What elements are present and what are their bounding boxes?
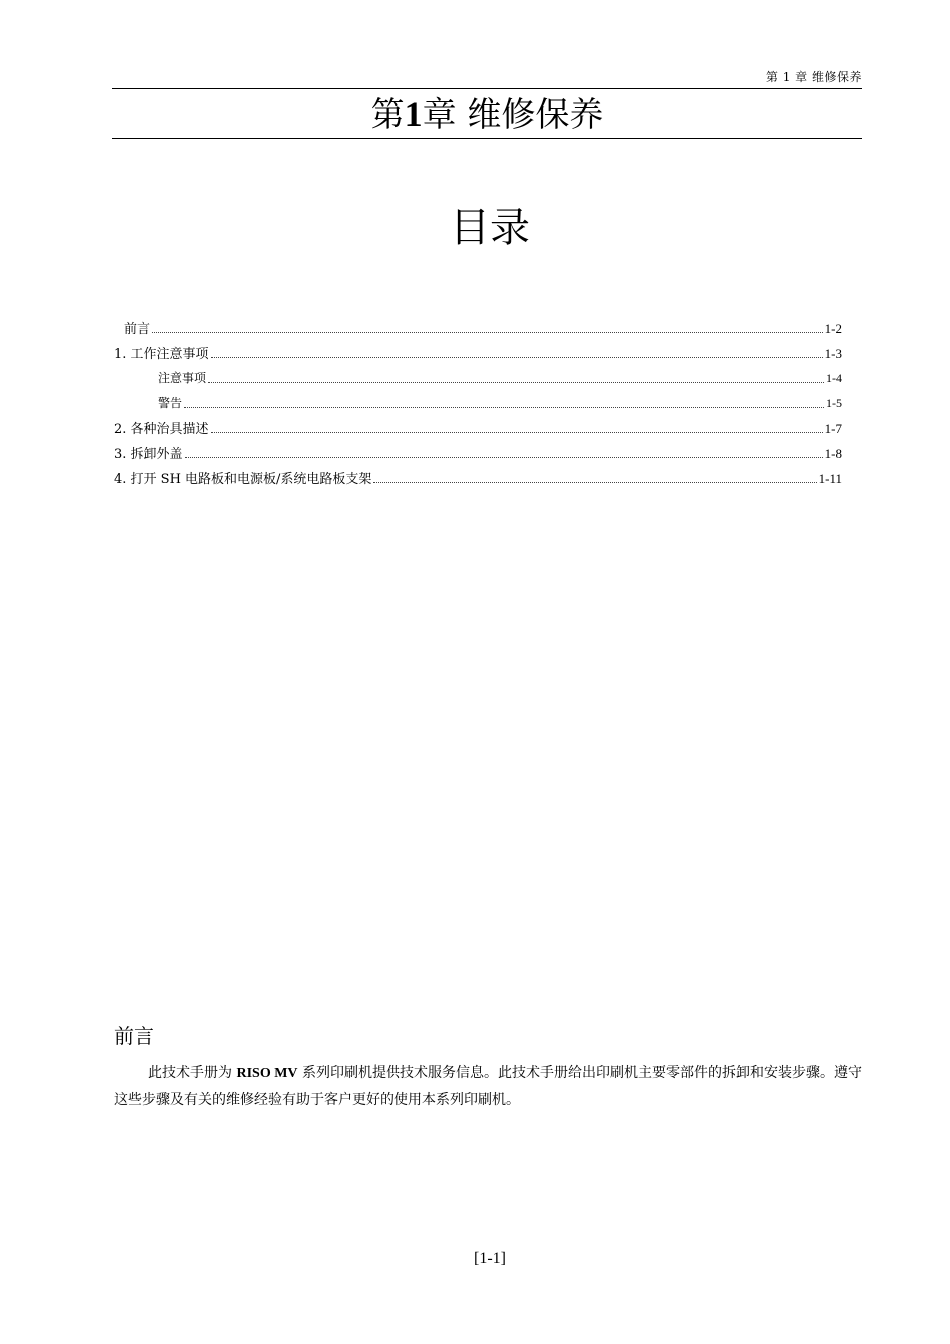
toc-dot-leader <box>211 432 823 433</box>
toc-entry-page: 1-2 <box>824 321 842 336</box>
chapter-title-prefix: 第 <box>370 95 405 135</box>
page-number: [1-1] <box>474 1250 506 1267</box>
preface-title: 前言 <box>114 1024 154 1048</box>
toc-entry-page: 1-5 <box>826 396 842 410</box>
preface-text-after: 系列印刷机提供技术服务信息。此技术手册给出印刷机主要零部件的拆卸和安装步骤。遵守这些步骤及有关的维修经验有助于客户更好的使用本系列印刷机。 <box>114 1065 863 1108</box>
table-of-contents <box>114 316 842 491</box>
toc-title: 目录 <box>450 205 530 251</box>
toc-dot-leader <box>152 332 823 333</box>
toc-dot-leader <box>184 407 824 408</box>
toc-entry-label: 前言 <box>124 322 151 337</box>
toc-entry-label: 警告 <box>158 396 183 410</box>
toc-dot-leader <box>185 457 823 458</box>
preface-text-before: 此技术手册为 <box>148 1065 237 1081</box>
toc-entry-notes[interactable] <box>114 366 842 391</box>
toc-entry-label: 注意事项 <box>158 371 207 385</box>
toc-dot-leader <box>373 482 816 483</box>
toc-entry-page: 1-11 <box>818 471 842 486</box>
toc-entry-label: 2. 各种治具描述 <box>114 422 209 437</box>
toc-entry-page: 1-3 <box>824 346 842 361</box>
toc-entry-label: 3. 拆卸外盖 <box>114 447 183 462</box>
preface-brand: RISO MV <box>236 1066 298 1081</box>
toc-entry-work-precautions[interactable] <box>114 341 842 366</box>
toc-entry-label: 1. 工作注意事项 <box>114 347 209 362</box>
preface-paragraph <box>114 1060 862 1113</box>
header-rule-bottom <box>112 138 862 139</box>
header-rule-top <box>112 88 862 89</box>
toc-entry-preface[interactable] <box>114 316 842 341</box>
running-header: 第 1 章 维修保养 <box>765 70 862 84</box>
chapter-number: 1 <box>404 94 423 134</box>
toc-entry-jigs[interactable] <box>114 416 842 441</box>
toc-entry-page: 1-8 <box>824 446 842 461</box>
toc-entry-remove-covers[interactable] <box>114 441 842 466</box>
toc-entry-page: 1-7 <box>824 421 842 436</box>
toc-dot-leader <box>211 357 823 358</box>
chapter-title <box>112 90 862 139</box>
toc-entry-page: 1-4 <box>826 371 842 385</box>
toc-entry-open-boards[interactable] <box>114 466 842 491</box>
toc-dot-leader <box>208 382 824 383</box>
toc-entry-label: 4. 打开 SH 电路板和电源板/系统电路板支架 <box>114 472 372 487</box>
toc-entry-warnings[interactable] <box>114 391 842 416</box>
chapter-title-suffix: 章 维修保养 <box>422 95 604 135</box>
